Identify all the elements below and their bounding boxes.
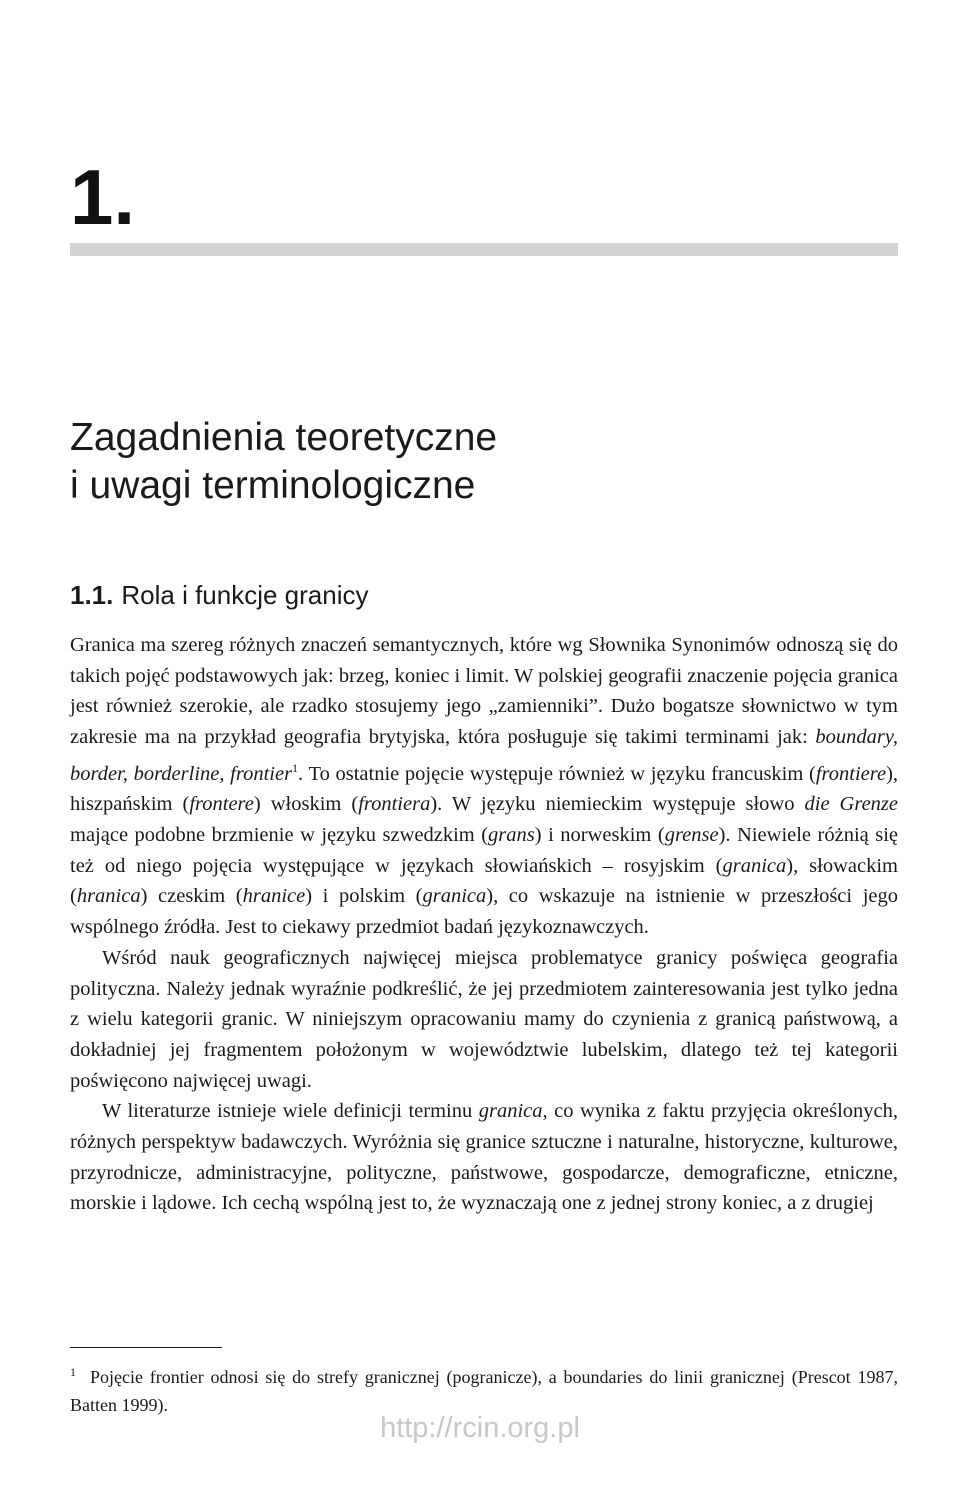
italic-term: hranice — [242, 885, 306, 908]
chapter-title-line-1: Zagadnienia teoretyczne — [70, 416, 498, 459]
footnote-separator — [70, 1347, 222, 1348]
italic-term: granica — [478, 1100, 543, 1123]
text-run: ) i norweskim ( — [534, 824, 665, 847]
italic-term: hranica — [76, 885, 141, 908]
text-run: ). Niewiele różnią się też od niego pojęcia występujące w językach słowiańskich – rosyjskim ( — [70, 824, 899, 877]
chapter-number: 1. — [70, 153, 136, 241]
text-run: Granica ma szereg różnych znaczeń semantycznych, które wg Słownika Synonimów odnoszą się do takich pojęć podstawowych jak: brzeg, koniec i limit. W polskiej geografii znaczenie pojęcia granica jest również szerokie, ale rzadko stosujemy jego „zamienniki”. Dużo bogatsze słownictwo w tym zakresie ma na przykład geografia brytyjska, która posługuje się takimi terminami jak: — [70, 634, 898, 749]
italic-term: frontiera — [358, 793, 431, 816]
paragraph-3 — [70, 1096, 898, 1219]
text-run: ) i polskim ( — [305, 885, 423, 908]
section-number: 1.1. — [70, 580, 114, 610]
italic-term: boundary, border, borderline, frontier — [70, 726, 898, 785]
footnote-reference[interactable]: 1 — [292, 760, 299, 775]
section-title: Rola i funkcje granicy — [121, 580, 369, 610]
text-run: . To ostatnie pojęcie występuje również w języku francuskim ( — [298, 762, 816, 785]
chapter-title — [70, 414, 497, 510]
chapter-title-line-2: i uwagi terminologiczne — [70, 464, 476, 507]
chapter-rule — [70, 243, 898, 256]
text-run: ), hiszpańskim ( — [70, 762, 899, 816]
text-run: ), słowackim ( — [70, 854, 898, 908]
body-text — [70, 630, 898, 1219]
text-run: W literaturze istnieje wiele definicji terminu — [102, 1100, 479, 1123]
footnote-text: Pojęcie frontier odnosi się do strefy granicznej (pogranicze), a boundaries do linii granicznej (Prescot 1987, Batten 1999). — [70, 1367, 898, 1415]
paragraph-2: Wśród nauk geograficznych najwięcej miejsca problematyce granicy poświęca geografia polityczna. Należy jednak wyraźnie podkreślić, że jej przedmiotem zainteresowania jest tylko jedna z wielu kategorii granic. W niniejszym opracowaniu mamy do czynienia z granicą państwową, a dokładniej jej fragmentem położonym w województwie lubelskim, dlatego też tej kategorii poświęcono najwięcej uwagi. — [70, 946, 898, 1092]
italic-term: granica — [422, 885, 487, 908]
paragraph-1 — [70, 630, 898, 943]
text-run: ) czeskim ( — [140, 885, 243, 908]
footnote-mark: 1 — [70, 1365, 76, 1379]
text-run: ) włoskim ( — [253, 793, 359, 816]
italic-term: granica — [722, 854, 787, 877]
text-run: ), co wskazuje na istnienie w przeszłości jego wspólnego źródła. Jest to ciekawy przedmiot badań językoznawczych. — [70, 885, 898, 939]
italic-term: frontiere — [815, 762, 887, 785]
text-run: ). W języku niemieckim występuje słowo — [430, 793, 805, 816]
text-run: , co wynika z faktu przyjęcia określonych, różnych perspektyw badawczych. Wyróżnia się granice sztuczne i naturalne, historyczne, kulturowe, przyrodnicze, administracyjne, polityczne, państwowe, gospodarcze, demograficzne, etniczne, morskie i lądowe. Ich cechą wspólną jest to, że wyznaczają one z jednej strony koniec, a z drugiej — [70, 1100, 898, 1215]
text-run: mające podobne brzmienie w języku szwedzkim ( — [70, 824, 489, 847]
section-heading — [70, 578, 369, 612]
footnote — [70, 1358, 898, 1419]
italic-term: grense — [664, 824, 719, 847]
italic-term: frontere — [189, 793, 254, 816]
watermark-link[interactable]: http://rcin.org.pl — [380, 1412, 580, 1444]
italic-term: die Grenze — [804, 793, 899, 816]
italic-term: grans — [488, 824, 535, 847]
